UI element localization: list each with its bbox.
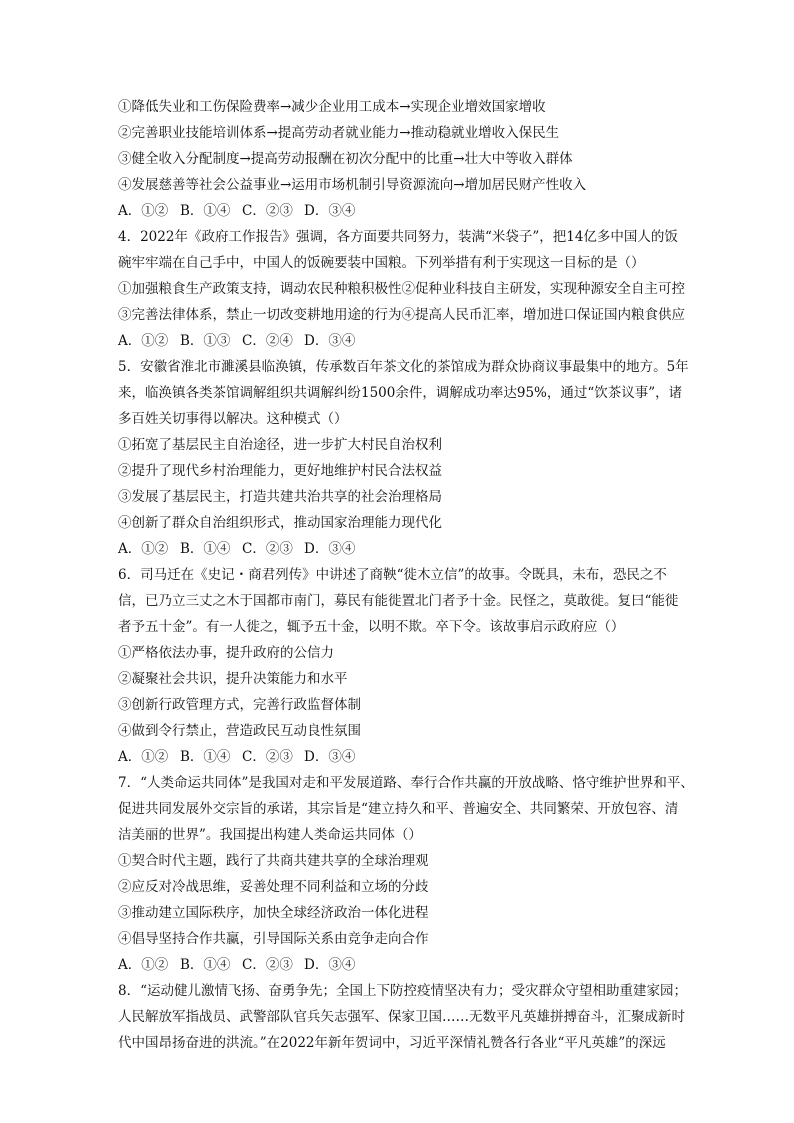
exam-page bbox=[118, 94, 718, 1056]
answer-option: C．②③ bbox=[242, 957, 293, 973]
answer-option: B．①③ bbox=[180, 333, 231, 349]
question-text-line: 信，已乃立三丈之木于国都市南门，募民有能徙置北门者予十金。民怪之，莫敢徙。复曰“能徙 bbox=[118, 593, 679, 609]
question-text-line: 多百姓关切事得以解决。这种模式（） bbox=[118, 411, 348, 427]
answer-option: D．③④ bbox=[304, 203, 356, 219]
question-text-line: ②凝聚社会共识，提升决策能力和水平 bbox=[118, 671, 348, 687]
answer-option: A．①② bbox=[118, 957, 169, 973]
question-text-line: ④发展慈善等社会公益事业→运用市场机制引导资源流向→增加居民财产性收入 bbox=[118, 177, 587, 193]
answer-option: D．③④ bbox=[304, 333, 356, 349]
question-text-line: ②应反对冷战思维，妥善处理不同利益和立场的分歧 bbox=[118, 879, 429, 895]
question-text-line: ②提升了现代乡村治理能力，更好地维护村民合法权益 bbox=[118, 463, 442, 479]
answer-option: C．②③ bbox=[242, 749, 293, 765]
answer-option: A．①② bbox=[118, 333, 169, 349]
question-text-line: 代中国昂扬奋进的洪流。”在2022年新年贺词中，习近平深情礼赞各行各业“平凡英雄”的深远 bbox=[118, 1035, 666, 1051]
question-text-line: 8．“运动健儿激情飞扬、奋勇争先；全国上下防控疫情坚决有力；受灾群众守望相助重建家园； bbox=[118, 983, 687, 999]
question-block bbox=[118, 354, 718, 562]
answer-option: D．③④ bbox=[304, 957, 356, 973]
answer-options bbox=[118, 328, 718, 354]
question-text-line: 洁美丽的世界”。我国提出构建人类命运共同体（） bbox=[118, 827, 422, 843]
question-text-line: ③推动建立国际秩序，加快全球经济政治一体化进程 bbox=[118, 905, 429, 921]
answer-options bbox=[118, 952, 718, 978]
question-text-line: ①契合时代主题，践行了共商共建共享的全球治理观 bbox=[118, 853, 429, 869]
question-text-line: ③健全收入分配制度→提高劳动报酬在初次分配中的比重→壮大中等收入群体 bbox=[118, 151, 573, 167]
answer-option: C．②③ bbox=[242, 203, 293, 219]
answer-option: B．①④ bbox=[180, 541, 231, 557]
answer-option: A．①② bbox=[118, 203, 169, 219]
answer-options bbox=[118, 198, 718, 224]
question-text-line: ③创新行政管理方式，完善行政监督体制 bbox=[118, 697, 361, 713]
answer-options bbox=[118, 536, 718, 562]
question-text-line: ③发展了基层民主，打造共建共治共享的社会治理格局 bbox=[118, 489, 442, 505]
question-text-line: 6．司马迁在《史记・商君列传》中讲述了商鞅“徙木立信”的故事。令既具，未布，恐民之不 bbox=[118, 567, 667, 583]
question-text-line: ①拓宽了基层民主自治途径，进一步扩大村民自治权利 bbox=[118, 437, 442, 453]
question-block bbox=[118, 770, 718, 978]
answer-option: A．①② bbox=[118, 749, 169, 765]
question-block bbox=[118, 562, 718, 770]
question-text-line: 者予五十金”。有一人徙之，辄予五十金，以明不欺。卒下令。该故事启示政府应（） bbox=[118, 619, 625, 635]
question-text-line: ④倡导坚持合作共赢，引导国际关系由竞争走向合作 bbox=[118, 931, 429, 947]
answer-option: B．①④ bbox=[180, 749, 231, 765]
question-text-line: ①加强粮食生产政策支持，调动农民种粮积极性②促种业科技自主研发，实现种源安全自主可控 bbox=[118, 281, 685, 297]
answer-option: B．①④ bbox=[180, 957, 231, 973]
question-text-line: 碗牢牢端在自己手中，中国人的饭碗要装中国粮。下列举措有利于实现这一目标的是（） bbox=[118, 255, 645, 271]
answer-option: A．①② bbox=[118, 541, 169, 557]
question-text-line: ④创新了群众自治组织形式，推动国家治理能力现代化 bbox=[118, 515, 442, 531]
question-text-line: ③完善法律体系，禁止一切改变耕地用途的行为④提高人民币汇率，增加进口保证国内粮食供应 bbox=[118, 307, 685, 323]
answer-option: D．③④ bbox=[304, 541, 356, 557]
question-text-line: 7．“人类命运共同体”是我国对走和平发展道路、奉行合作共赢的开放战略、恪守维护世界和平、 bbox=[118, 775, 694, 791]
question-text-line: 5．安徽省淮北市濉溪县临涣镇，传承数百年茶文化的茶馆成为群众协商议事最集中的地方。5年 bbox=[118, 359, 689, 375]
answer-option: C．②④ bbox=[242, 333, 293, 349]
question-block bbox=[118, 978, 718, 1056]
question-text-line: ②完善职业技能培训体系→提高劳动者就业能力→推动稳就业增收入保民生 bbox=[118, 125, 560, 141]
question-block bbox=[118, 224, 718, 354]
question-text-line: 4．2022年《政府工作报告》强调，各方面要共同努力，装满“米袋子”，把14亿多中国人的饭 bbox=[118, 229, 678, 245]
question-text-line: ①严格依法办事，提升政府的公信力 bbox=[118, 645, 334, 661]
answer-option: D．③④ bbox=[304, 749, 356, 765]
question-text-line: 人民解放军指战员、武警部队官兵矢志强军、保家卫国……无数平凡英雄拼搏奋斗，汇聚成新时 bbox=[118, 1009, 685, 1025]
answer-option: C．②③ bbox=[242, 541, 293, 557]
question-text-line: 来，临涣镇各类茶馆调解组织共调解纠纷1500余件，调解成功率达95%，通过“饮茶议事”，诸 bbox=[118, 385, 683, 401]
question-text-line: ④做到令行禁止，营造政民互动良性氛围 bbox=[118, 723, 361, 739]
question-text-line: 促进共同发展外交宗旨的承诺，其宗旨是“建立持久和平、普遍安全、共同繁荣、开放包容、清 bbox=[118, 801, 679, 817]
question-block bbox=[118, 94, 718, 224]
answer-options bbox=[118, 744, 718, 770]
answer-option: B．①④ bbox=[180, 203, 231, 219]
question-text-line: ①降低失业和工伤保险费率→减少企业用工成本→实现企业增效国家增收 bbox=[118, 99, 546, 115]
